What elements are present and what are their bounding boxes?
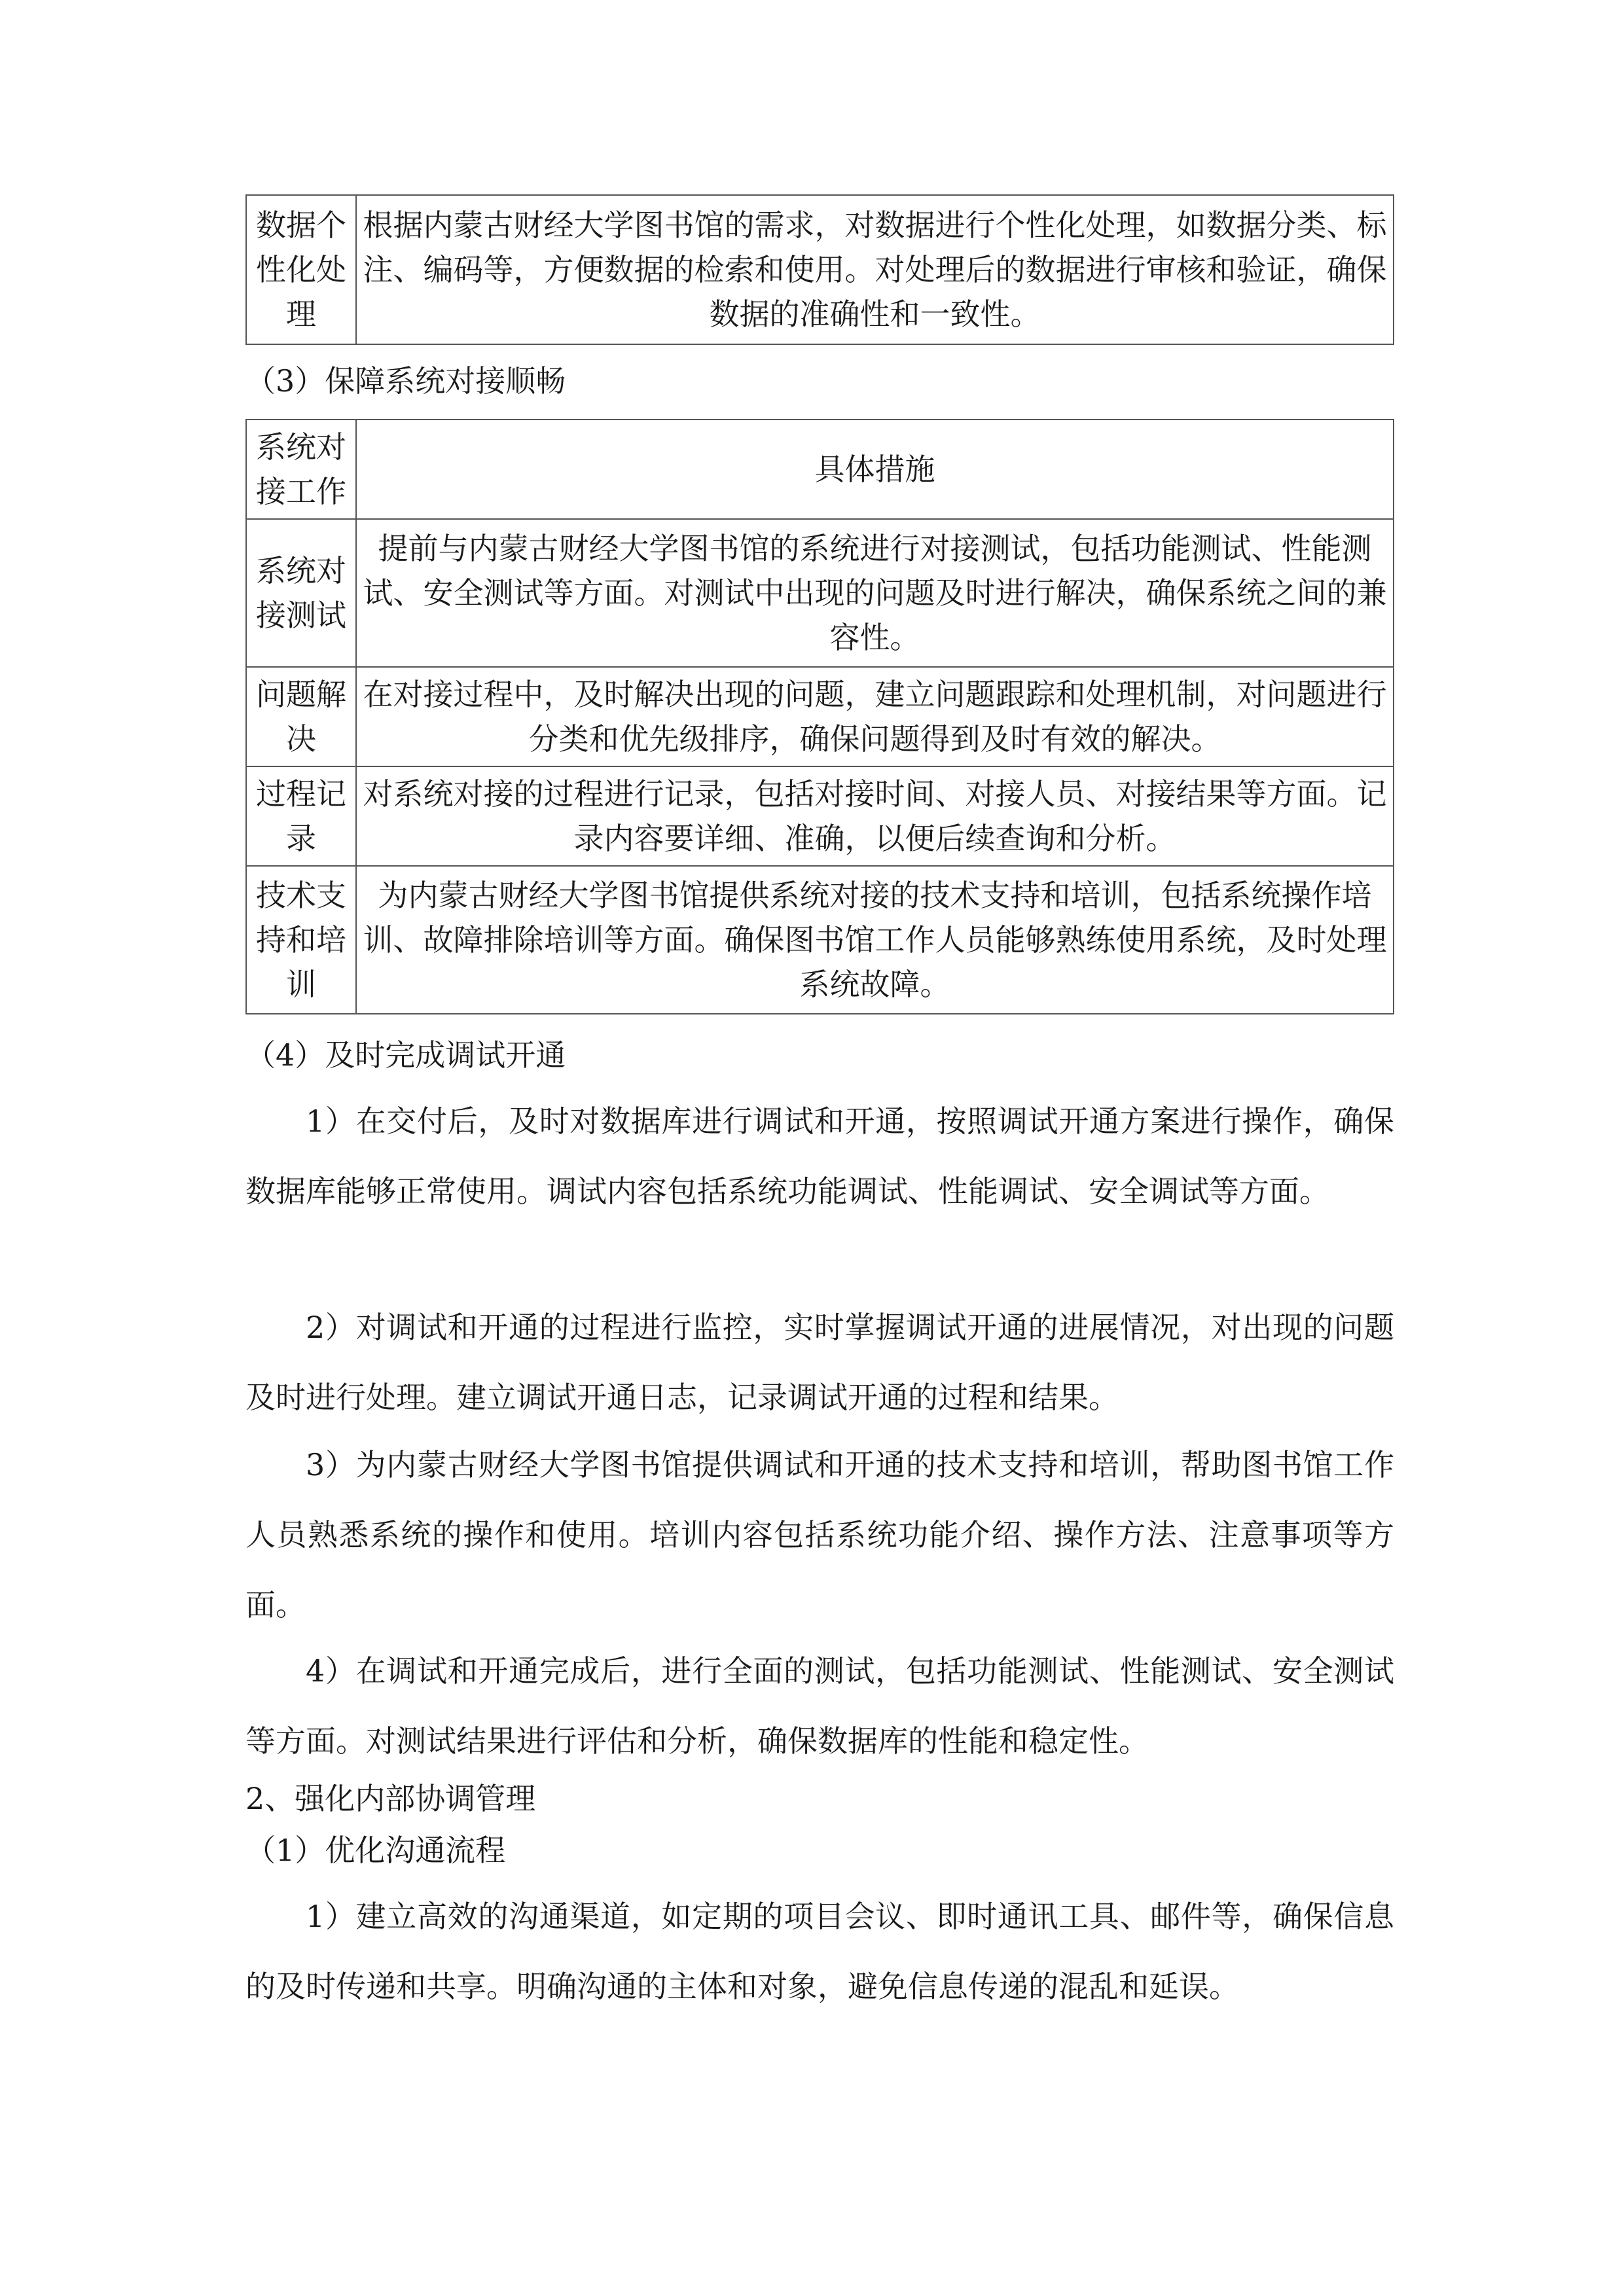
personalization-table bbox=[245, 194, 1394, 345]
row-label: 过程记录 bbox=[246, 766, 356, 866]
paragraph: 1）在交付后，及时对数据库进行调试和开通，按照调试开通方案进行操作，确保数据库能够正常使用。调试内容包括系统功能调试、性能调试、安全调试等方面。 bbox=[245, 1103, 1394, 1209]
row-label: 系统对接测试 bbox=[246, 519, 356, 667]
table-row bbox=[246, 195, 1394, 344]
integration-table-wrap bbox=[245, 419, 1394, 1014]
table-row bbox=[246, 866, 1394, 1014]
table-row bbox=[246, 667, 1394, 766]
table-row bbox=[246, 519, 1394, 667]
header-text: 具体措施 bbox=[356, 420, 1394, 519]
row-label: 问题解决 bbox=[246, 667, 356, 766]
part-heading-2: 2、强化内部协调管理 bbox=[245, 1781, 536, 1816]
sub-heading-1: （1）优化沟通流程 bbox=[245, 1833, 506, 1868]
integration-table bbox=[245, 419, 1394, 1014]
paragraph: 4）在调试和开通完成后，进行全面的测试，包括功能测试、性能测试、安全测试等方面。对测试结果进行评估和分析，确保数据库的性能和稳定性。 bbox=[245, 1653, 1394, 1759]
header-label: 系统对接工作 bbox=[246, 420, 356, 519]
paragraph: 1）建立高效的沟通渠道，如定期的项目会议、即时通讯工具、邮件等，确保信息的及时传递和共享。明确沟通的主体和对象，避免信息传递的混乱和延误。 bbox=[245, 1899, 1394, 2004]
row-text: 提前与内蒙古财经大学图书馆的系统进行对接测试，包括功能测试、性能测试、安全测试等方面。对测试中出现的问题及时进行解决，确保系统之间的兼容性。 bbox=[356, 519, 1394, 667]
row-label: 数据个性化处理 bbox=[246, 195, 356, 344]
row-text: 根据内蒙古财经大学图书馆的需求，对数据进行个性化处理，如数据分类、标注、编码等，方便数据的检索和使用。对处理后的数据进行审核和验证，确保数据的准确性和一致性。 bbox=[356, 195, 1394, 344]
row-label: 技术支持和培训 bbox=[246, 866, 356, 1014]
section-heading-4: （4）及时完成调试开通 bbox=[245, 1037, 566, 1073]
row-text: 为内蒙古财经大学图书馆提供系统对接的技术支持和培训，包括系统操作培训、故障排除培训等方面。确保图书馆工作人员能够熟练使用系统，及时处理系统故障。 bbox=[356, 866, 1394, 1014]
table-row bbox=[246, 766, 1394, 866]
row-text: 在对接过程中，及时解决出现的问题，建立问题跟踪和处理机制，对问题进行分类和优先级排序，确保问题得到及时有效的解决。 bbox=[356, 667, 1394, 766]
table-header-row bbox=[246, 420, 1394, 519]
personalization-table-wrap bbox=[245, 194, 1394, 345]
paragraph: 2）对调试和开通的过程进行监控，实时掌握调试开通的进展情况，对出现的问题及时进行处理。建立调试开通日志，记录调试开通的过程和结果。 bbox=[245, 1310, 1394, 1415]
row-text: 对系统对接的过程进行记录，包括对接时间、对接人员、对接结果等方面。记录内容要详细、准确，以便后续查询和分析。 bbox=[356, 766, 1394, 866]
paragraph: 3）为内蒙古财经大学图书馆提供调试和开通的技术支持和培训，帮助图书馆工作人员熟悉系统的操作和使用。培训内容包括系统功能介绍、操作方法、注意事项等方面。 bbox=[245, 1447, 1394, 1623]
section-heading-3: （3）保障系统对接顺畅 bbox=[245, 363, 566, 399]
